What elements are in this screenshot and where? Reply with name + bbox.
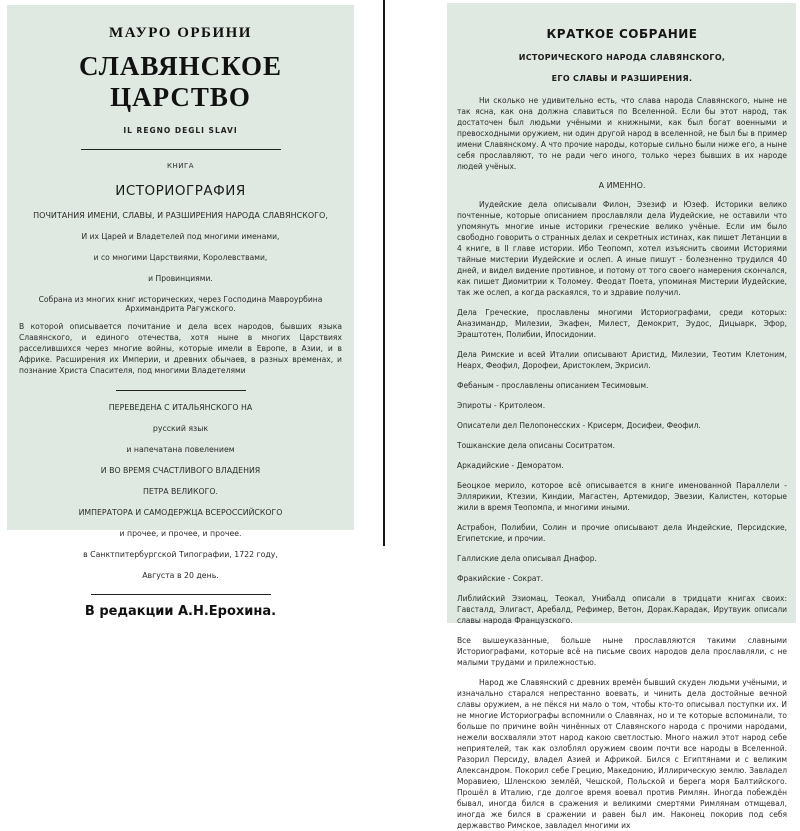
title-page	[7, 5, 354, 619]
historiographer-paragraph: Иудейские дела описывали Филон, Эзезиф и Юзеф. Историки велико почтенные, которые описанием прославляли дела Иудейские, не оставили что упомянуть многие иные историки греческие велико учёные. Если им было свободно говорить о странных делах и секретных истинах, как пишет Летанции в 4 книге, в II главе истории. Ибо Теопомп, хотел изъяснить своими Историями тайные мистерии Иудейские и ослеп. А иные пишут - болезненно трудился 40 дней, и видел видение противное, и потому от того своего намерения скончался, как пишет Диомитрии к Толомеу. Феодат Поета, упоминая Мистерии Иудейские, так же ослеп, а когда раскаялся, то и здравие получил.	[457, 200, 787, 297]
imprint-line: ИМПЕРАТОРА И САМОДЕРЖЦА ВСЕРОССИЙСКОГО	[78, 508, 283, 517]
book-author: МАУРО ОРБИНИ	[109, 25, 252, 41]
imprint-line: русский язык	[152, 424, 209, 433]
historiographer-paragraph: Тошканские дела описаны Соситратом.	[457, 441, 616, 450]
imprint-line: в Санктпитербургской Типографии, 1722 году,	[83, 550, 278, 559]
historiographer-paragraph: Дела Римские и всей Италии описывают Аристид, Милезии, Теотим Клетоним, Неарх, Феофил, Дорофеи, Аристоклем, Экрисил.	[457, 350, 787, 370]
historiographer-paragraph: Либлийский Эзиомац, Теокал, Унибалд описали в тридцати книгах своих: Гавсталд, Элигаст, Аребалд, Рефимер, Ветон, Дорак.Карадак, Ирутвуик описали славы народа Французского.	[457, 594, 787, 625]
edition-note: В редакции А.Н.Ерохина.	[84, 604, 277, 619]
historiographer-paragraph: Беоцкое мерило, которое всё описывается в книге именованной Параллели - Эллярикии, Ктезии, Киндии, Магастен, Артемидор, Эвезии, Калистен, которые жили в время Теопомпа, и многими иными.	[457, 481, 787, 512]
book-description: В которой описывается почитание и дела всех народов, бывших языка Славянского, и единого отечества, хотя ныне в многих Царствиях расселившихся через многие войны, которые имели в Европе, в Азии, и в Африке. Расширения их Империи, и древних обычаев, в разных временах, и познание Христа Спасителя, под многими Владетелями	[19, 322, 342, 375]
historiographer-paragraph: Дела Греческие, прославлены многими Историографами, среди которых: Аназимандр, Милезии, Экафен, Милест, Демокрит, Эудос, Дицыарк, Эфор, Эраштотен, Полибии, Ипосидонии.	[457, 308, 787, 339]
historiographer-paragraph: Фебаным - прославлены описанием Тесимовым.	[457, 381, 649, 390]
chapter-title: КРАТКОЕ СОБРАНИЕ	[546, 27, 698, 41]
horizontal-rule	[81, 149, 281, 150]
imprint-line: и напечатана повелением	[126, 445, 235, 454]
namely-heading: А ИМЕННО.	[598, 181, 646, 190]
intro-paragraph: Ни сколько не удивительно есть, что слава народа Славянского, ныне не так ясна, как она должна славиться по Вселенной. Если бы этот народ, так достаточен был людьми учёными и книжными, как был богат военными и превосходными оружием, ни один другой народ в вселенной, не был бы в пример имени Славянскому. А что прочие народы, которые сильно были ниже его, а ныне себя прославляют, то не ради чего иного, только через бывших в их народе людей учёных.	[457, 96, 787, 171]
closing-paragraph: Народ же Славянский с древних времён бывший скуден людьми учёными, и изначально старался непрестанно воевать, и чинить дела достойные вечной славы оружием, а не пёкся ни мало о том, чтобы кто-то описывал поступки их. И не многие Историографы вспомнили о Славянах, но и те которые вспоминали, то больше по причине войн чинённых от Славянского народа с прочими народами, нежели восхваляли этот народ какою светлостью. Много нажил этот народ себе неприятелей, так как озлоблял оружием своим почти все народы в Вселенной. Разорил Персиду, владел Азией и Африкой. Бился с Египтянами и с великим Александром. Покорил себе Грецию, Македонию, Иллирическую землю. Завладел Моравиею, Шленскою землёй, Чешской, Польской и берега моря Балтийского. Прошёл в Италию, где долгое время воевал против Римлян. Иногда побеждён бывал, иногда бился в сражения и великими смертями Римлянам отмщевал, иногда же бился в сражении и равен был им. Наконец покорив под себя державство Римское, завладел многими их	[457, 678, 787, 830]
historiographer-paragraph: Аркадийские - Деморатом.	[457, 461, 564, 470]
imprint-line: и прочее, и прочее, и прочее.	[119, 529, 242, 538]
chapter-page	[447, 3, 796, 830]
horizontal-rule	[91, 594, 271, 595]
imprint-line: И ВО ВРЕМЯ СЧАСТЛИВОГО ВЛАДЕНИЯ	[100, 466, 261, 475]
chapter-subtitle-line: ИСТОРИЧЕСКОГО НАРОДА СЛАВЯНСКОГО,	[518, 53, 726, 62]
horizontal-rule	[116, 390, 246, 391]
historiographer-paragraph: Фракийские - Сократ.	[457, 574, 544, 583]
section-title: ИСТОРИОГРАФИЯ	[115, 183, 246, 199]
book-label: КНИГА	[166, 162, 195, 170]
imprint-line: Августа в 20 день.	[142, 571, 219, 580]
imprint-line: ПЕРЕВЕДЕНА С ИТАЛЬЯНСКОГО НА	[108, 403, 253, 412]
historiographer-paragraph: Галлиские дела описывал Днафор.	[457, 554, 597, 563]
dedication-line: и Провинциями.	[148, 274, 213, 283]
book-subtitle-italian: IL REGNO DEGLI SLAVI	[123, 126, 238, 135]
dedication-line: ПОЧИТАНИЯ ИМЕНИ, СЛАВЫ, И РАЗШИРЕНИЯ НАРОДА СЛАВЯНСКОГО,	[33, 211, 328, 220]
historiographer-paragraph: Астрабон, Полибии, Солин и прочие описывают дела Индейские, Персидские, Египетские, и прочии.	[457, 523, 787, 543]
dedication-line: И их Царей и Владетелей под многими именами,	[81, 232, 280, 241]
book-title: СЛАВЯНСКОЕ ЦАРСТВО	[78, 51, 283, 112]
dedication-line: и со многими Царствиями, Королевствами,	[93, 253, 268, 262]
historiographer-paragraph: Все вышеуказанные, больше ныне прославляются такими славными Историографами, которые всё на письме своих народов дела прославляли, с не малыми трудами и прилежностью.	[457, 636, 787, 667]
historiographer-paragraph: Описатели дел Пелопонесских - Крисерм, Досифеи, Феофил.	[457, 421, 701, 430]
page-divider	[383, 0, 385, 546]
historiographer-paragraph: Эпироты - Критолеом.	[457, 401, 546, 410]
chapter-subtitle-line: ЕГО СЛАВЫ И РАЗШИРЕНИЯ.	[551, 74, 693, 83]
imprint-line: ПЕТРА ВЕЛИКОГО.	[142, 487, 219, 496]
compiled-line: Собрана из многих книг исторических, через Господина Мавроурбина Архимандрита Рагужского.	[38, 295, 323, 313]
